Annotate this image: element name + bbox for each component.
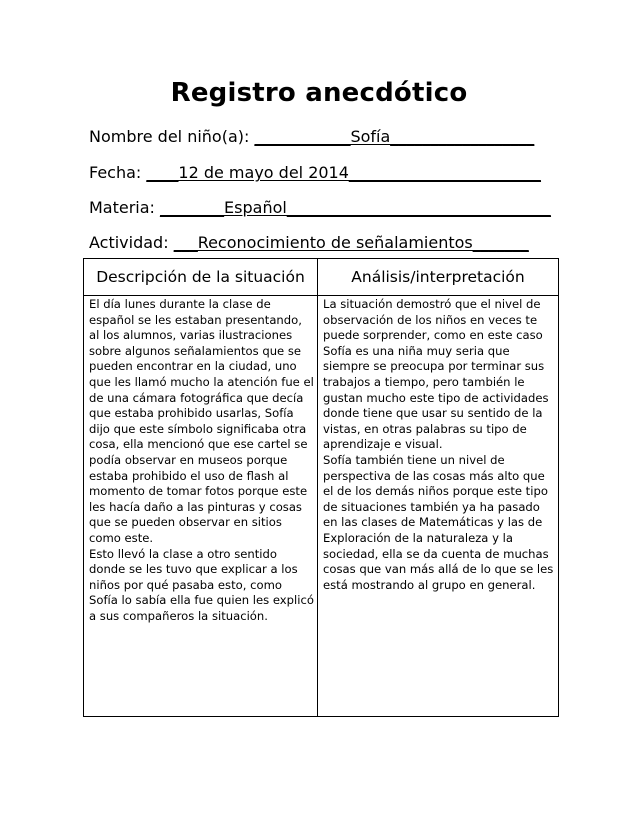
analysis-paragraph-1: La situación demostró que el nivel de observación de los niños en veces te puede sorprender, como en este caso Sofía es una niña muy seria que siempre se preocupa por terminar sus trabajos a tiempo, pero también le gustan mucho este tipo de actividades donde tiene que usar su sentido de la vistas, en otras palabras su tipo de aprendizaje e visual. [323, 297, 549, 452]
analysis-cell [318, 296, 559, 717]
description-cell [84, 296, 318, 717]
field-actividad [89, 232, 559, 254]
field-fecha-label: Fecha: [89, 163, 147, 182]
document-title: Registro anecdótico [170, 78, 468, 108]
anecdote-table [83, 258, 559, 717]
field-materia-label: Materia: [89, 198, 161, 217]
field-actividad-label: Actividad: [89, 233, 174, 252]
field-nombre-value: ____________Sofía__________________ [254, 127, 535, 146]
field-materia-value: ________Español_________________________________ [160, 198, 551, 217]
field-fecha [89, 162, 559, 184]
field-nombre-label: Nombre del niño(a): [89, 127, 255, 146]
description-paragraph-1: El día lunes durante la clase de español se les estaban presentando, al los alumnos, varias ilustraciones sobre algunos señalamientos que se pueden encontrar en la ciudad, uno que les llamó mucho la atención fue el de una cámara fotográfica que decía que estaba prohibido usarlas, Sofía dijo que este símbolo significaba otra cosa, ella mencionó que ese cartel se podía observar en museos porque estaba prohibido el uso de flash al momento de tomar fotos porque este les hacía daño a las pinturas y cosas que se pueden observar en sitios como este. [89, 297, 314, 545]
field-materia [89, 197, 559, 219]
field-nombre [89, 126, 559, 148]
analysis-paragraph-2: Sofía también tiene un nivel de perspectiva de las cosas más alto que el de los demás niños porque este tipo de situaciones también ya ha pasado en las clases de Matemáticas y las de Exploración de la naturaleza y la sociedad, ella se da cuenta de muchas cosas que van más allá de lo que se les está mostrando al grupo en general. [323, 452, 554, 592]
field-fecha-value: ____12 de mayo del 2014________________________ [146, 163, 541, 182]
header-analisis: Análisis/interpretación [318, 259, 559, 296]
header-descripcion: Descripción de la situación [84, 259, 318, 296]
table-row [84, 296, 559, 717]
table-header-row [84, 259, 559, 296]
description-paragraph-2: Esto llevó la clase a otro sentido donde se les tuvo que explicar a los niños por qué pasaba esto, como Sofía lo sabía ella fue quien les explicó a sus compañeros la situación. [89, 546, 314, 623]
field-actividad-value: ___Reconocimiento de señalamientos_______ [173, 233, 529, 252]
